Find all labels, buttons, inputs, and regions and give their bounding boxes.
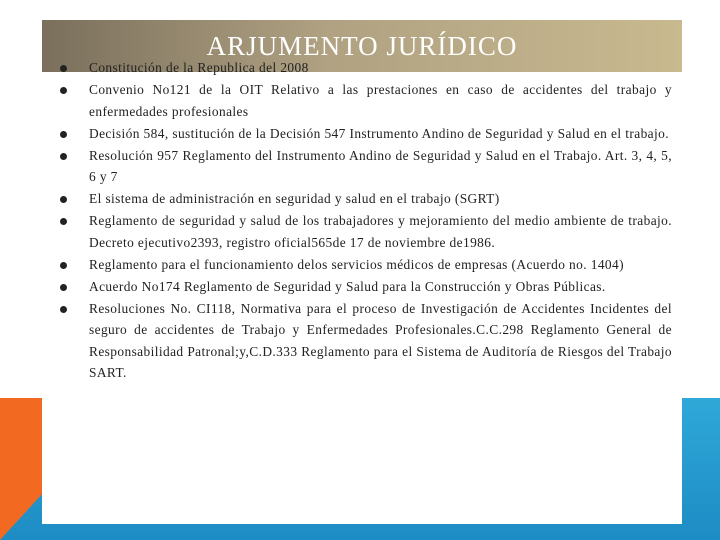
list-item [60,254,672,276]
bullet-icon [60,87,67,94]
list-item [60,79,672,122]
bullet-icon [60,196,67,203]
list-item [60,298,672,384]
bullet-icon [60,131,67,138]
list-item [60,123,672,145]
bullet-icon [60,218,67,225]
list-item [60,145,672,188]
bullet-text: Constitución de la Republica del 2008 [89,60,309,75]
list-item [60,188,672,210]
bullet-text: Decisión 584, sustitución de la Decisión 547 Instrumento Andino de Seguridad y Salud en el trabajo. [89,125,669,141]
bullet-icon [60,65,67,72]
bullet-text: Resolución 957 Reglamento del Instrumento Andino de Seguridad y Salud en el Trabajo. Art. 3, 4, 5, 6 y 7 [89,147,672,184]
list-item [60,57,672,79]
bullet-icon [60,306,67,313]
list-item [60,276,672,298]
bullet-list [60,57,672,384]
bullet-text: Resoluciones No. CI118, Normativa para el proceso de Investigación de Accidentes Incidentes del seguro de accidentes de Trabajo y Enfermedades Profesionales.C.C.298 Reglamento General de Responsabilidad Patronal;y,C.D.333 Reglamento para el Sistema de Auditoría de Riesgos del Trabajo SART. [89,300,672,380]
bullet-icon [60,153,67,160]
bullet-text: El sistema de administración en seguridad y salud en el trabajo (SGRT) [89,191,500,206]
bullet-icon [60,262,67,269]
bullet-icon [60,284,67,291]
bullet-text: Acuerdo No174 Reglamento de Seguridad y Salud para la Construcción y Obras Públicas. [89,278,606,294]
list-item [60,210,672,253]
slide-title: ARJUMENTO JURÍDICO [206,30,518,61]
bullet-text: Convenio No121 de la OIT Relativo a las prestaciones en caso de accidentes del trabajo y enfermedades profesionales [89,82,672,119]
bullet-text: Reglamento de seguridad y salud de los trabajadores y mejoramiento del medio ambiente de trabajo. Decreto ejecutivo2393, registro oficial565de 17 de noviembre de1986. [89,213,672,250]
bullet-text: Reglamento para el funcionamiento delos servicios médicos de empresas (Acuerdo no. 1404) [89,256,624,272]
